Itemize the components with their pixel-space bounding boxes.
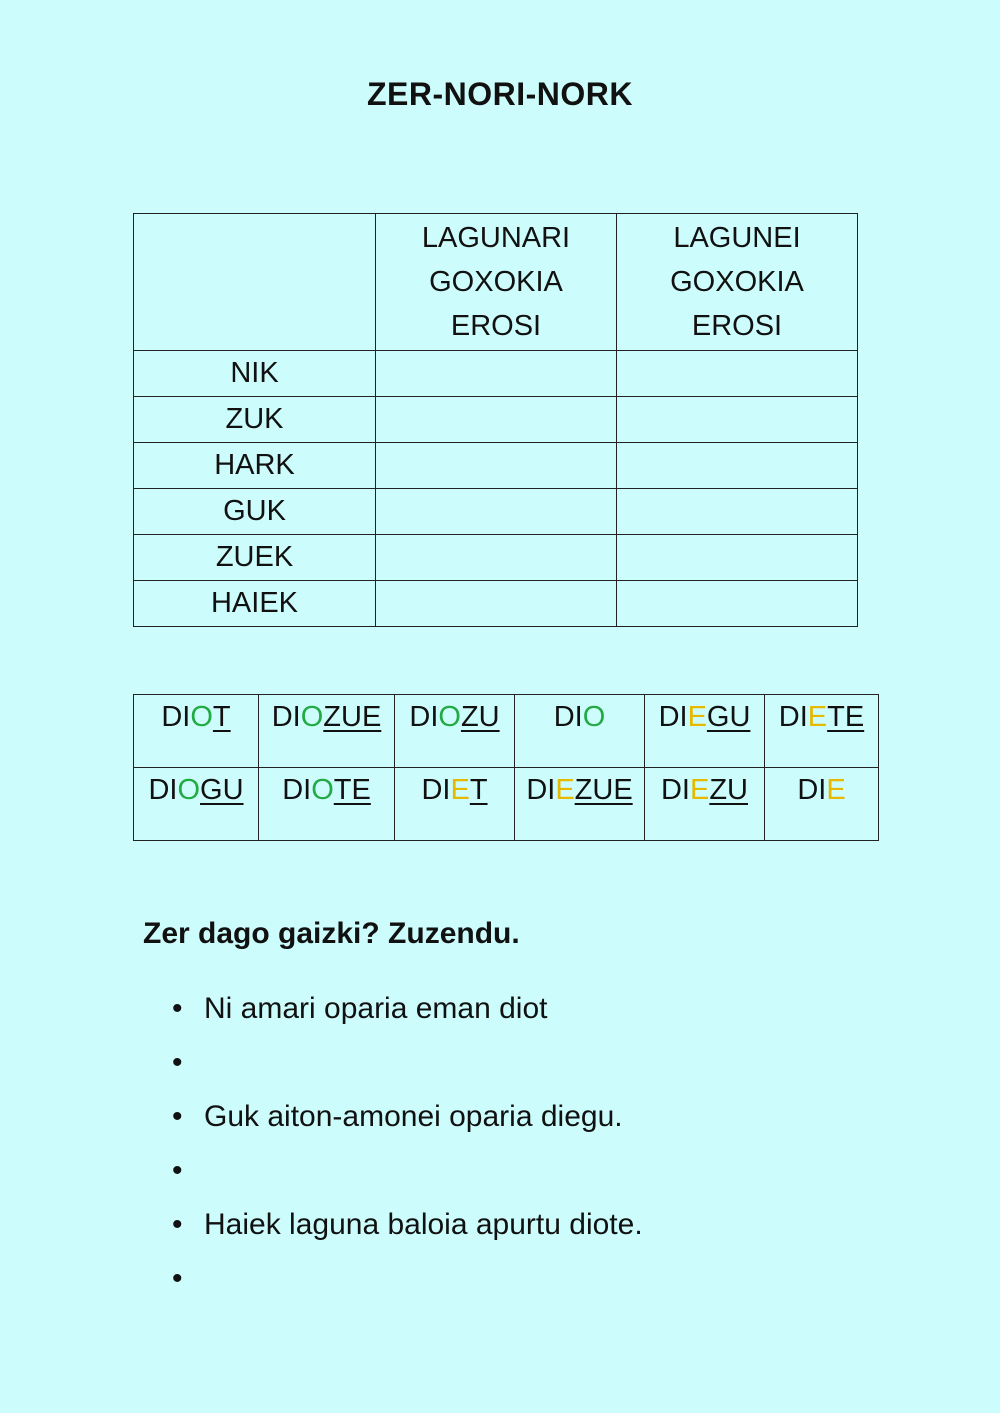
verb-form-cell[interactable] <box>395 768 515 841</box>
header-line: GOXOKIA <box>429 266 563 298</box>
list-item[interactable] <box>172 1144 643 1198</box>
bullet-icon: • <box>172 1262 183 1295</box>
verb-forms-table <box>133 694 879 841</box>
sentence-text: Guk aiton-amonei oparia diegu. <box>204 1100 623 1133</box>
table-row <box>134 489 858 535</box>
verb-stem: DI <box>658 701 688 733</box>
answer-cell[interactable] <box>376 351 617 397</box>
exercise-title: Zer dago gaizki? Zuzendu. <box>143 917 520 950</box>
verb-vowel: E <box>807 701 828 733</box>
exercise-list <box>172 982 643 1306</box>
list-item[interactable] <box>172 1090 643 1144</box>
verb-vowel: E <box>826 774 846 806</box>
verb-suffix: ZU <box>709 774 748 806</box>
bullet-icon: • <box>172 1208 183 1241</box>
answer-cell[interactable] <box>376 581 617 627</box>
verb-form-cell[interactable] <box>134 768 259 841</box>
verb-vowel: E <box>689 774 710 806</box>
bullet-icon: • <box>172 1046 183 1079</box>
verb-stem: DI <box>797 774 827 806</box>
verb-suffix: ZUE <box>574 774 633 806</box>
answer-cell[interactable] <box>617 351 858 397</box>
table-row <box>134 351 858 397</box>
verb-vowel: O <box>438 701 461 733</box>
header-lagunei <box>617 214 858 351</box>
verb-vowel: E <box>450 774 470 806</box>
verb-stem: DI <box>282 774 312 806</box>
verb-stem: DI <box>421 774 451 806</box>
verb-vowel: O <box>311 774 334 806</box>
list-item[interactable] <box>172 1252 643 1306</box>
verb-suffix: GU <box>706 701 751 733</box>
verb-vowel: O <box>300 701 324 733</box>
pronoun-cell: NIK <box>134 351 376 397</box>
verb-form-cell[interactable] <box>765 695 879 768</box>
answer-cell[interactable] <box>617 397 858 443</box>
verb-suffix: ZU <box>460 701 500 733</box>
pronoun-cell: ZUEK <box>134 535 376 581</box>
header-lagunari <box>376 214 617 351</box>
header-line: GOXOKIA <box>670 266 804 298</box>
verb-stem: DI <box>660 774 690 806</box>
verb-form-cell[interactable] <box>515 768 645 841</box>
verb-row <box>134 695 879 768</box>
verb-stem: DI <box>161 701 191 733</box>
table-row <box>134 535 858 581</box>
verb-row <box>134 768 879 841</box>
answer-cell[interactable] <box>617 489 858 535</box>
verb-suffix: TE <box>333 774 371 806</box>
verb-vowel: E <box>555 774 575 806</box>
verb-stem: DI <box>271 701 301 733</box>
pronoun-table-header <box>134 214 858 351</box>
pronoun-cell: HAIEK <box>134 581 376 627</box>
pronoun-table <box>133 213 858 627</box>
header-line: LAGUNARI <box>421 222 571 254</box>
verb-form-cell[interactable] <box>259 695 395 768</box>
verb-form-cell[interactable] <box>645 695 765 768</box>
verb-form-cell[interactable] <box>259 768 395 841</box>
table-row <box>134 581 858 627</box>
pronoun-cell: ZUK <box>134 397 376 443</box>
verb-form-cell[interactable] <box>765 768 879 841</box>
verb-stem: DI <box>148 774 178 806</box>
answer-cell[interactable] <box>376 535 617 581</box>
verb-suffix: ZUE <box>323 701 382 733</box>
verb-suffix: T <box>212 701 231 733</box>
verb-vowel: O <box>177 774 201 806</box>
answer-cell[interactable] <box>376 397 617 443</box>
page-title: ZER-NORI-NORK <box>366 76 634 112</box>
bullet-icon: • <box>172 992 183 1025</box>
verb-stem: DI <box>526 774 556 806</box>
answer-cell[interactable] <box>617 443 858 489</box>
header-line: EROSI <box>691 310 783 342</box>
table-row <box>134 443 858 489</box>
verb-vowel: O <box>582 701 606 733</box>
verb-form-cell[interactable] <box>645 768 765 841</box>
verb-stem: DI <box>553 701 583 733</box>
list-item[interactable] <box>172 1198 643 1252</box>
verb-suffix: TE <box>827 701 865 733</box>
header-empty-cell <box>134 214 376 351</box>
sentence-text: Haiek laguna baloia apurtu diote. <box>204 1208 643 1241</box>
bullet-icon: • <box>172 1154 183 1187</box>
verb-vowel: E <box>687 701 707 733</box>
answer-cell[interactable] <box>376 489 617 535</box>
table-row <box>134 397 858 443</box>
header-line: LAGUNEI <box>673 222 801 254</box>
list-item[interactable] <box>172 1036 643 1090</box>
verb-form-cell[interactable] <box>395 695 515 768</box>
verb-stem: DI <box>778 701 808 733</box>
verb-form-cell[interactable] <box>134 695 259 768</box>
verb-stem: DI <box>409 701 439 733</box>
answer-cell[interactable] <box>376 443 617 489</box>
list-item[interactable] <box>172 982 643 1036</box>
verb-form-cell[interactable] <box>515 695 645 768</box>
verb-suffix: GU <box>200 774 244 806</box>
pronoun-cell: GUK <box>134 489 376 535</box>
sentence-text: Ni amari oparia eman diot <box>204 992 548 1025</box>
pronoun-cell: HARK <box>134 443 376 489</box>
answer-cell[interactable] <box>617 581 858 627</box>
bullet-icon: • <box>172 1100 183 1133</box>
verb-vowel: O <box>190 701 213 733</box>
verb-suffix: T <box>469 774 488 806</box>
header-line: EROSI <box>450 310 542 342</box>
answer-cell[interactable] <box>617 535 858 581</box>
